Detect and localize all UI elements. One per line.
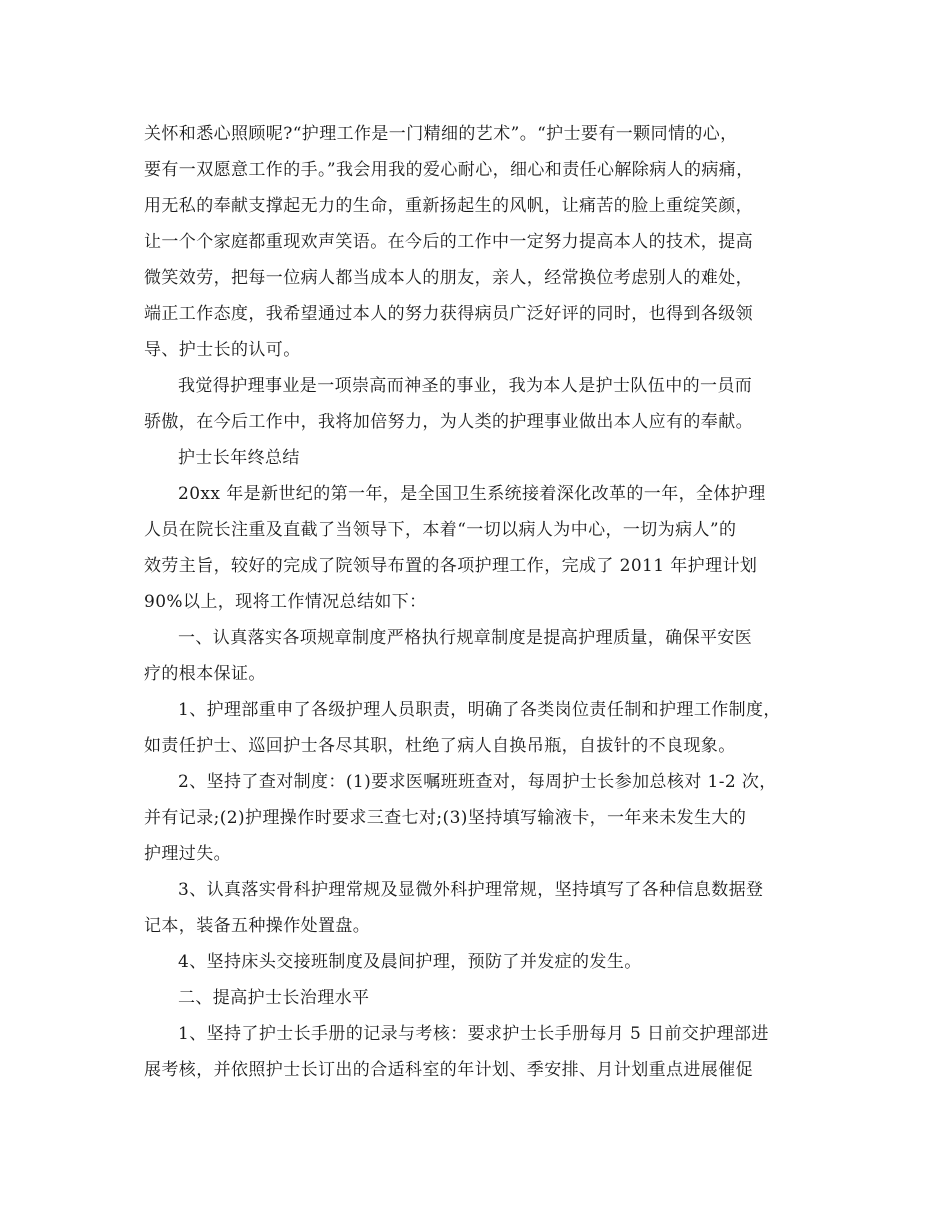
text-line: 微笑效劳，把每一位病人都当成本人的朋友，亲人，经常换位考虑别人的难处， [144, 268, 753, 288]
text-line: 人员在院长注重及直截了当领导下，本着“一切以病人为中心，一切为病人”的 [144, 520, 737, 540]
text-line: 效劳主旨，较好的完成了院领导布置的各项护理工作，完成了 2011 年护理计划 [144, 556, 758, 576]
text-line: 关怀和悉心照顾呢?“护理工作是一门精细的艺术”。“护士要有一颗同情的心， [144, 124, 738, 144]
paragraph-start: 2、坚持了查对制度：(1)要求医嘱班班查对，每周护士长参加总核对 1-2 次， [178, 772, 777, 792]
text-line: 护理过失。 [144, 844, 231, 864]
paragraph-start: 1、坚持了护士长手册的记录与考核：要求护士长手册每月 5 日前交护理部进 [178, 1024, 769, 1044]
text-line: 导、护士长的认可。 [144, 340, 301, 360]
text-line: 要有一双愿意工作的手。”我会用我的爱心耐心，细心和责任心解除病人的病痛， [144, 160, 754, 180]
text-line: 疗的根本保证。 [144, 664, 266, 684]
text-line: 端正工作态度，我希望通过本人的努力获得病员广泛好评的同时，也得到各级领 [144, 304, 753, 324]
text-line: 让一个个家庭都重现欢声笑语。在今后的工作中一定努力提高本人的技术，提高 [144, 232, 753, 252]
text-line: 90%以上，现将工作情况总结如下： [144, 592, 427, 612]
section-heading: 二、提高护士长治理水平 [178, 988, 370, 1008]
text-line: 用无私的奉献支撑起无力的生命，重新扬起生的风帆，让痛苦的脸上重绽笑颜， [144, 196, 753, 216]
document-body [144, 116, 824, 1088]
paragraph-start: 3、认真落实骨科护理常规及显微外科护理常规，坚持填写了各种信息数据登 [178, 880, 764, 900]
paragraph-start: 我觉得护理事业是一项崇高而神圣的事业，我为本人是护士队伍中的一员而 [178, 376, 753, 396]
paragraph-start: 1、护理部重申了各级护理人员职责，明确了各类岗位责任制和护理工作制度， [178, 700, 781, 720]
paragraph-start: 一、认真落实各项规章制度严格执行规章制度是提高护理质量，确保平安医 [178, 628, 753, 648]
text-line: 展考核，并依照护士长订出的合适科室的年计划、季安排、月计划重点进展催促 [144, 1060, 753, 1080]
text-line: 如责任护士、巡回护士各尽其职，杜绝了病人自换吊瓶，自拔针的不良现象。 [144, 736, 736, 756]
text-line: 并有记录;(2)护理操作时要求三查七对;(3)坚持填写输液卡，一年来未发生大的 [144, 808, 747, 828]
paragraph-start: 4、坚持床头交接班制度及晨间护理，预防了并发症的发生。 [178, 952, 642, 972]
paragraph-start: 20xx 年是新世纪的第一年，是全国卫生系统接着深化改革的一年，全体护理 [178, 484, 766, 504]
text-line: 记本，装备五种操作处置盘。 [144, 916, 371, 936]
section-heading: 护士长年终总结 [178, 448, 300, 468]
text-line: 骄傲，在今后工作中，我将加倍努力，为人类的护理事业做出本人应有的奉献。 [144, 412, 753, 432]
